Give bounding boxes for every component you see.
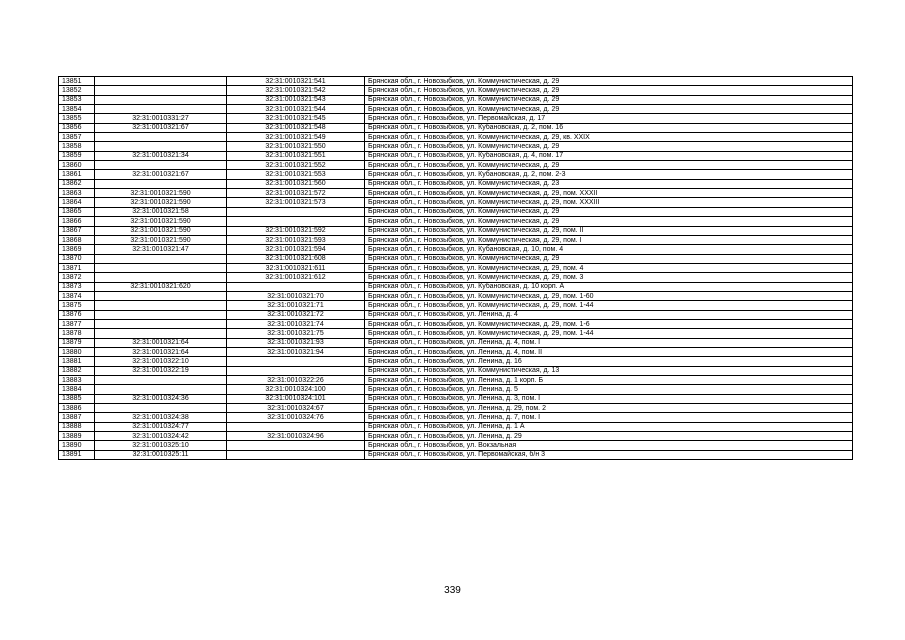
table-row	[59, 170, 853, 179]
new-cadastral-number-cell: 32:31:0010321:553	[227, 170, 365, 179]
new-cadastral-number-cell: 32:31:0010321:94	[227, 347, 365, 356]
address-cell: Брянская обл., г. Новозыбков, ул. Коммунистическая, д. 29, кв. XXIX	[365, 133, 853, 142]
row-number-cell: 13873	[59, 282, 95, 291]
old-cadastral-number-cell	[95, 161, 227, 170]
row-number-cell: 13876	[59, 310, 95, 319]
table-row	[59, 404, 853, 413]
address-cell: Брянская обл., г. Новозыбков, ул. Коммунистическая, д. 29	[365, 86, 853, 95]
table-row	[59, 189, 853, 198]
table-row	[59, 254, 853, 263]
address-cell: Брянская обл., г. Новозыбков, ул. Коммунистическая, д. 29	[365, 77, 853, 86]
old-cadastral-number-cell: 32:31:0010321:67	[95, 170, 227, 179]
new-cadastral-number-cell	[227, 207, 365, 216]
old-cadastral-number-cell	[95, 263, 227, 272]
new-cadastral-number-cell: 32:31:0010324:100	[227, 385, 365, 394]
new-cadastral-number-cell	[227, 217, 365, 226]
row-number-cell: 13891	[59, 450, 95, 459]
address-cell: Брянская обл., г. Новозыбков, ул. Ленина, д. 5	[365, 385, 853, 394]
old-cadastral-number-cell: 32:31:0010321:47	[95, 245, 227, 254]
row-number-cell: 13878	[59, 329, 95, 338]
old-cadastral-number-cell	[95, 385, 227, 394]
old-cadastral-number-cell	[95, 273, 227, 282]
new-cadastral-number-cell: 32:31:0010321:74	[227, 319, 365, 328]
table-row	[59, 245, 853, 254]
table-row	[59, 450, 853, 459]
row-number-cell: 13870	[59, 254, 95, 263]
address-cell: Брянская обл., г. Новозыбков, ул. Ленина, д. 29	[365, 432, 853, 441]
old-cadastral-number-cell	[95, 105, 227, 114]
old-cadastral-number-cell: 32:31:0010321:620	[95, 282, 227, 291]
row-number-cell: 13869	[59, 245, 95, 254]
old-cadastral-number-cell: 32:31:0010321:590	[95, 189, 227, 198]
table-row	[59, 310, 853, 319]
new-cadastral-number-cell: 32:31:0010321:70	[227, 291, 365, 300]
old-cadastral-number-cell	[95, 329, 227, 338]
new-cadastral-number-cell: 32:31:0010321:548	[227, 123, 365, 132]
address-cell: Брянская обл., г. Новозыбков, ул. Коммунистическая, д. 29	[365, 95, 853, 104]
table-row	[59, 161, 853, 170]
new-cadastral-number-cell	[227, 282, 365, 291]
row-number-cell: 13867	[59, 226, 95, 235]
row-number-cell: 13875	[59, 301, 95, 310]
new-cadastral-number-cell: 32:31:0010321:543	[227, 95, 365, 104]
old-cadastral-number-cell: 32:31:0010324:36	[95, 394, 227, 403]
old-cadastral-number-cell	[95, 95, 227, 104]
address-cell: Брянская обл., г. Новозыбков, ул. Коммунистическая, д. 29, пом. 1-6	[365, 319, 853, 328]
row-number-cell: 13886	[59, 404, 95, 413]
old-cadastral-number-cell	[95, 310, 227, 319]
old-cadastral-number-cell: 32:31:0010321:590	[95, 226, 227, 235]
row-number-cell: 13871	[59, 263, 95, 272]
new-cadastral-number-cell: 32:31:0010321:545	[227, 114, 365, 123]
new-cadastral-number-cell: 32:31:0010321:560	[227, 179, 365, 188]
new-cadastral-number-cell: 32:31:0010321:608	[227, 254, 365, 263]
old-cadastral-number-cell: 32:31:0010321:64	[95, 347, 227, 356]
table-row	[59, 86, 853, 95]
new-cadastral-number-cell: 32:31:0010321:544	[227, 105, 365, 114]
old-cadastral-number-cell	[95, 179, 227, 188]
old-cadastral-number-cell	[95, 301, 227, 310]
table-row	[59, 133, 853, 142]
old-cadastral-number-cell	[95, 404, 227, 413]
row-number-cell: 13872	[59, 273, 95, 282]
table-row	[59, 301, 853, 310]
table-row	[59, 319, 853, 328]
new-cadastral-number-cell: 32:31:0010324:101	[227, 394, 365, 403]
row-number-cell: 13855	[59, 114, 95, 123]
row-number-cell: 13857	[59, 133, 95, 142]
new-cadastral-number-cell	[227, 422, 365, 431]
row-number-cell: 13883	[59, 376, 95, 385]
page-number: 339	[444, 585, 461, 596]
new-cadastral-number-cell	[227, 366, 365, 375]
old-cadastral-number-cell: 32:31:0010321:590	[95, 217, 227, 226]
table-row	[59, 282, 853, 291]
table-row	[59, 338, 853, 347]
row-number-cell: 13860	[59, 161, 95, 170]
new-cadastral-number-cell: 32:31:0010321:72	[227, 310, 365, 319]
new-cadastral-number-cell: 32:31:0010321:71	[227, 301, 365, 310]
table-row	[59, 422, 853, 431]
address-cell: Брянская обл., г. Новозыбков, ул. Кубановская, д. 4, пом. 17	[365, 151, 853, 160]
new-cadastral-number-cell: 32:31:0010324:67	[227, 404, 365, 413]
row-number-cell: 13861	[59, 170, 95, 179]
table-row	[59, 376, 853, 385]
address-cell: Брянская обл., г. Новозыбков, ул. Коммунистическая, д. 29, пом. 3	[365, 273, 853, 282]
new-cadastral-number-cell: 32:31:0010321:593	[227, 235, 365, 244]
table-row	[59, 123, 853, 132]
old-cadastral-number-cell: 32:31:0010322:10	[95, 357, 227, 366]
row-number-cell: 13866	[59, 217, 95, 226]
old-cadastral-number-cell: 32:31:0010321:590	[95, 198, 227, 207]
address-cell: Брянская обл., г. Новозыбков, ул. Коммунистическая, д. 23	[365, 179, 853, 188]
address-cell: Брянская обл., г. Новозыбков, ул. Коммунистическая, д. 29	[365, 217, 853, 226]
table-row	[59, 95, 853, 104]
old-cadastral-number-cell: 32:31:0010321:590	[95, 235, 227, 244]
new-cadastral-number-cell: 32:31:0010321:592	[227, 226, 365, 235]
address-cell: Брянская обл., г. Новозыбков, ул. Коммунистическая, д. 29, пом. 1-60	[365, 291, 853, 300]
address-cell: Брянская обл., г. Новозыбков, ул. Кубановская, д. 2, пом. 16	[365, 123, 853, 132]
new-cadastral-number-cell	[227, 450, 365, 459]
row-number-cell: 13890	[59, 441, 95, 450]
address-cell: Брянская обл., г. Новозыбков, ул. Ленина, д. 4, пом. II	[365, 347, 853, 356]
table-row	[59, 77, 853, 86]
address-cell: Брянская обл., г. Новозыбков, ул. Кубановская, д. 10, пом. 4	[365, 245, 853, 254]
table-row	[59, 114, 853, 123]
table-row	[59, 329, 853, 338]
address-cell: Брянская обл., г. Новозыбков, ул. Коммунистическая, д. 29, пом. XXXIII	[365, 198, 853, 207]
old-cadastral-number-cell	[95, 142, 227, 151]
row-number-cell: 13852	[59, 86, 95, 95]
new-cadastral-number-cell: 32:31:0010321:75	[227, 329, 365, 338]
address-cell: Брянская обл., г. Новозыбков, ул. Ленина, д. 7, пом. I	[365, 413, 853, 422]
table-row	[59, 179, 853, 188]
new-cadastral-number-cell: 32:31:0010321:549	[227, 133, 365, 142]
table-row	[59, 347, 853, 356]
new-cadastral-number-cell: 32:31:0010321:594	[227, 245, 365, 254]
table-row	[59, 291, 853, 300]
address-cell: Брянская обл., г. Новозыбков, ул. Ленина, д. 4, пом. I	[365, 338, 853, 347]
address-cell: Брянская обл., г. Новозыбков, ул. Кубановская, д. 10 корп. А	[365, 282, 853, 291]
address-cell: Брянская обл., г. Новозыбков, ул. Коммунистическая, д. 29	[365, 142, 853, 151]
address-cell: Брянская обл., г. Новозыбков, ул. Коммунистическая, д. 29, пом. I	[365, 235, 853, 244]
old-cadastral-number-cell	[95, 376, 227, 385]
address-cell: Брянская обл., г. Новозыбков, ул. Коммунистическая, д. 29	[365, 161, 853, 170]
table-row	[59, 105, 853, 114]
address-cell: Брянская обл., г. Новозыбков, ул. Кубановская, д. 2, пом. 2-3	[365, 170, 853, 179]
old-cadastral-number-cell: 32:31:0010325:10	[95, 441, 227, 450]
row-number-cell: 13862	[59, 179, 95, 188]
new-cadastral-number-cell: 32:31:0010321:541	[227, 77, 365, 86]
row-number-cell: 13887	[59, 413, 95, 422]
new-cadastral-number-cell: 32:31:0010321:611	[227, 263, 365, 272]
new-cadastral-number-cell: 32:31:0010321:552	[227, 161, 365, 170]
table-row	[59, 151, 853, 160]
new-cadastral-number-cell	[227, 441, 365, 450]
old-cadastral-number-cell	[95, 254, 227, 263]
row-number-cell: 13851	[59, 77, 95, 86]
old-cadastral-number-cell: 32:31:0010321:64	[95, 338, 227, 347]
row-number-cell: 13856	[59, 123, 95, 132]
row-number-cell: 13874	[59, 291, 95, 300]
row-number-cell: 13884	[59, 385, 95, 394]
address-cell: Брянская обл., г. Новозыбков, ул. Ленина, д. 1 корп. Б	[365, 376, 853, 385]
new-cadastral-number-cell: 32:31:0010321:573	[227, 198, 365, 207]
new-cadastral-number-cell: 32:31:0010322:26	[227, 376, 365, 385]
row-number-cell: 13865	[59, 207, 95, 216]
row-number-cell: 13881	[59, 357, 95, 366]
address-cell: Брянская обл., г. Новозыбков, ул. Ленина, д. 4	[365, 310, 853, 319]
row-number-cell: 13885	[59, 394, 95, 403]
table-row	[59, 432, 853, 441]
address-cell: Брянская обл., г. Новозыбков, ул. Коммунистическая, д. 29	[365, 254, 853, 263]
old-cadastral-number-cell: 32:31:0010321:58	[95, 207, 227, 216]
new-cadastral-number-cell: 32:31:0010324:76	[227, 413, 365, 422]
table-row	[59, 413, 853, 422]
old-cadastral-number-cell: 32:31:0010325:11	[95, 450, 227, 459]
address-cell: Брянская обл., г. Новозыбков, ул. Ленина, д. 29, пом. 2	[365, 404, 853, 413]
address-cell: Брянская обл., г. Новозыбков, ул. Коммунистическая, д. 13	[365, 366, 853, 375]
address-cell: Брянская обл., г. Новозыбков, ул. Первомайская, д. 17	[365, 114, 853, 123]
row-number-cell: 13889	[59, 432, 95, 441]
old-cadastral-number-cell: 32:31:0010321:34	[95, 151, 227, 160]
table-row	[59, 235, 853, 244]
table-row	[59, 394, 853, 403]
address-cell: Брянская обл., г. Новозыбков, ул. Ленина, д. 16	[365, 357, 853, 366]
table-row	[59, 273, 853, 282]
address-cell: Брянская обл., г. Новозыбков, ул. Ленина, д. 1 А	[365, 422, 853, 431]
new-cadastral-number-cell: 32:31:0010321:550	[227, 142, 365, 151]
address-cell: Брянская обл., г. Новозыбков, ул. Первомайская, б/н 3	[365, 450, 853, 459]
old-cadastral-number-cell: 32:31:0010324:77	[95, 422, 227, 431]
row-number-cell: 13868	[59, 235, 95, 244]
row-number-cell: 13864	[59, 198, 95, 207]
row-number-cell: 13888	[59, 422, 95, 431]
row-number-cell: 13859	[59, 151, 95, 160]
new-cadastral-number-cell: 32:31:0010321:551	[227, 151, 365, 160]
new-cadastral-number-cell: 32:31:0010324:96	[227, 432, 365, 441]
old-cadastral-number-cell	[95, 86, 227, 95]
row-number-cell: 13879	[59, 338, 95, 347]
registry-table	[58, 76, 853, 460]
table-row	[59, 142, 853, 151]
row-number-cell: 13880	[59, 347, 95, 356]
address-cell: Брянская обл., г. Новозыбков, ул. Коммунистическая, д. 29, пом. 1-44	[365, 329, 853, 338]
address-cell: Брянская обл., г. Новозыбков, ул. Коммунистическая, д. 29, пом. II	[365, 226, 853, 235]
address-cell: Брянская обл., г. Новозыбков, ул. Коммунистическая, д. 29, пом. 1-44	[365, 301, 853, 310]
old-cadastral-number-cell: 32:31:0010324:42	[95, 432, 227, 441]
row-number-cell: 13853	[59, 95, 95, 104]
table-row	[59, 357, 853, 366]
address-cell: Брянская обл., г. Новозыбков, ул. Ленина, д. 3, пом. I	[365, 394, 853, 403]
new-cadastral-number-cell: 32:31:0010321:572	[227, 189, 365, 198]
address-cell: Брянская обл., г. Новозыбков, ул. Коммунистическая, д. 29, пом. XXXII	[365, 189, 853, 198]
table-row	[59, 226, 853, 235]
table-row	[59, 366, 853, 375]
old-cadastral-number-cell: 32:31:0010322:19	[95, 366, 227, 375]
address-cell: Брянская обл., г. Новозыбков, ул. Коммунистическая, д. 29, пом. 4	[365, 263, 853, 272]
table-row	[59, 198, 853, 207]
old-cadastral-number-cell	[95, 77, 227, 86]
new-cadastral-number-cell: 32:31:0010321:612	[227, 273, 365, 282]
table-row	[59, 385, 853, 394]
old-cadastral-number-cell	[95, 291, 227, 300]
old-cadastral-number-cell	[95, 133, 227, 142]
row-number-cell: 13882	[59, 366, 95, 375]
new-cadastral-number-cell: 32:31:0010321:93	[227, 338, 365, 347]
address-cell: Брянская обл., г. Новозыбков, ул. Коммунистическая, д. 29	[365, 105, 853, 114]
old-cadastral-number-cell: 32:31:0010324:38	[95, 413, 227, 422]
table-row	[59, 441, 853, 450]
registry-table-body	[59, 77, 853, 460]
row-number-cell: 13858	[59, 142, 95, 151]
new-cadastral-number-cell	[227, 357, 365, 366]
row-number-cell: 13854	[59, 105, 95, 114]
new-cadastral-number-cell: 32:31:0010321:542	[227, 86, 365, 95]
old-cadastral-number-cell: 32:31:0010331:27	[95, 114, 227, 123]
address-cell: Брянская обл., г. Новозыбков, ул. Вокзальная	[365, 441, 853, 450]
row-number-cell: 13877	[59, 319, 95, 328]
row-number-cell: 13863	[59, 189, 95, 198]
old-cadastral-number-cell: 32:31:0010321:67	[95, 123, 227, 132]
table-row	[59, 217, 853, 226]
old-cadastral-number-cell	[95, 319, 227, 328]
address-cell: Брянская обл., г. Новозыбков, ул. Коммунистическая, д. 29	[365, 207, 853, 216]
table-row	[59, 207, 853, 216]
table-row	[59, 263, 853, 272]
